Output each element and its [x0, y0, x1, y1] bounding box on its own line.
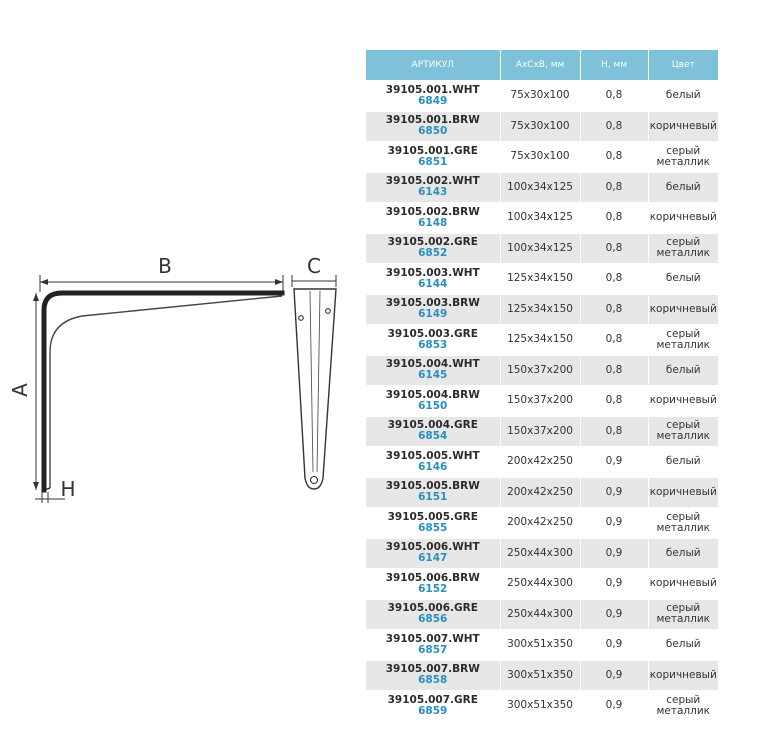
table-row [366, 172, 718, 203]
thickness-cell: 0,8 [580, 172, 648, 203]
thickness-cell: 0,8 [580, 81, 648, 112]
article-number: 39105.004.GRE [387, 419, 478, 432]
article-code: 6853 [418, 338, 448, 351]
article-number: 39105.002.GRE [387, 236, 478, 249]
table-row [366, 325, 718, 356]
thickness-cell: 0,8 [580, 355, 648, 386]
article-code: 6148 [418, 216, 448, 229]
dimensions-cell: 200x42x250 [500, 477, 580, 508]
thickness-cell: 0,9 [580, 477, 648, 508]
article-number: 39105.005.WHT [385, 449, 480, 462]
table-row [366, 416, 718, 447]
table-row [366, 355, 718, 386]
dimension-a-arrow-bottom [33, 482, 39, 490]
article-number: 39105.004.WHT [385, 358, 480, 371]
dimensions-cell: 250x44x300 [500, 569, 580, 600]
article-cell [366, 233, 500, 264]
dimensions-cell: 150x37x200 [500, 355, 580, 386]
article-number: 39105.002.BRW [385, 205, 480, 218]
table-row [366, 660, 718, 691]
dimensions-cell: 75x30x100 [500, 81, 580, 112]
article-code: 6150 [418, 399, 448, 412]
article-cell [366, 416, 500, 447]
dimension-b-arrow-right [275, 279, 283, 285]
article-code: 6854 [418, 430, 448, 443]
article-cell [366, 599, 500, 630]
color-cell: белый [648, 81, 718, 112]
article-cell [366, 508, 500, 539]
thickness-cell: 0,8 [580, 203, 648, 234]
article-cell [366, 660, 500, 691]
article-cell [366, 81, 500, 112]
thickness-cell: 0,8 [580, 111, 648, 142]
thickness-cell: 0,8 [580, 325, 648, 356]
article-number: 39105.007.GRE [387, 693, 478, 706]
table-row [366, 81, 718, 112]
article-code: 6858 [418, 674, 448, 687]
color-cell: коричневый [648, 294, 718, 325]
article-cell [366, 355, 500, 386]
dimensions-cell: 125x34x150 [500, 325, 580, 356]
table-row [366, 538, 718, 569]
color-cell: серый металлик [648, 416, 718, 447]
thickness-cell: 0,9 [580, 569, 648, 600]
thickness-cell: 0,8 [580, 416, 648, 447]
table-header-row [366, 50, 718, 81]
article-code: 6852 [418, 247, 448, 260]
color-cell: серый металлик [648, 508, 718, 539]
thickness-cell: 0,9 [580, 447, 648, 478]
thickness-cell: 0,8 [580, 233, 648, 264]
article-cell [366, 630, 500, 661]
thickness-cell: 0,9 [580, 630, 648, 661]
dimensions-cell: 150x37x200 [500, 416, 580, 447]
dimensions-cell: 100x34x125 [500, 172, 580, 203]
color-cell: коричневый [648, 569, 718, 600]
thickness-cell: 0,9 [580, 538, 648, 569]
article-cell [366, 142, 500, 173]
article-code: 6855 [418, 521, 448, 534]
color-cell: коричневый [648, 477, 718, 508]
dimensions-cell: 125x34x150 [500, 294, 580, 325]
thickness-cell: 0,9 [580, 691, 648, 721]
article-number: 39105.003.GRE [387, 327, 478, 340]
dimension-b-arrow-left [40, 279, 48, 285]
color-cell: белый [648, 538, 718, 569]
color-cell: коричневый [648, 203, 718, 234]
dimensions-cell: 200x42x250 [500, 508, 580, 539]
table-row [366, 569, 718, 600]
color-cell: коричневый [648, 386, 718, 417]
dimensions-cell: 250x44x300 [500, 538, 580, 569]
dimensions-cell: 100x34x125 [500, 203, 580, 234]
color-cell: белый [648, 355, 718, 386]
dimensions-cell: 100x34x125 [500, 233, 580, 264]
table-row [366, 508, 718, 539]
table-row [366, 111, 718, 142]
article-cell [366, 172, 500, 203]
color-cell: белый [648, 630, 718, 661]
table-row [366, 233, 718, 264]
thickness-cell: 0,9 [580, 508, 648, 539]
article-code: 6849 [418, 94, 448, 107]
article-cell [366, 325, 500, 356]
article-number: 39105.003.BRW [385, 297, 480, 310]
article-code: 6147 [418, 552, 448, 565]
dimension-a-arrow-top [33, 293, 39, 301]
article-number: 39105.004.BRW [385, 388, 480, 401]
dimension-h-label: H [60, 477, 76, 501]
article-number: 39105.006.GRE [387, 602, 478, 615]
article-code: 6144 [418, 277, 448, 290]
dimensions-cell: 300x51x350 [500, 691, 580, 721]
article-number: 39105.007.WHT [385, 632, 480, 645]
table-row [366, 599, 718, 630]
article-number: 39105.005.GRE [387, 510, 478, 523]
header-article: АРТИКУЛ [366, 50, 500, 81]
thickness-cell: 0,8 [580, 264, 648, 295]
table-row [366, 447, 718, 478]
color-cell: коричневый [648, 660, 718, 691]
header-thickness: Н, мм [580, 50, 648, 81]
article-code: 6859 [418, 704, 448, 717]
dimensions-cell: 75x30x100 [500, 111, 580, 142]
article-cell [366, 294, 500, 325]
thickness-cell: 0,9 [580, 599, 648, 630]
table-row [366, 386, 718, 417]
table-row [366, 142, 718, 173]
dimensions-cell: 200x42x250 [500, 447, 580, 478]
header-dimensions: АхСхВ, мм [500, 50, 580, 81]
article-code: 6856 [418, 613, 448, 626]
article-code: 6850 [418, 125, 448, 138]
article-cell [366, 447, 500, 478]
table-row [366, 477, 718, 508]
article-code: 6152 [418, 582, 448, 595]
article-code: 6145 [418, 369, 448, 382]
color-cell: серый металлик [648, 325, 718, 356]
bracket-profile-outer [44, 293, 282, 490]
color-cell: серый металлик [648, 142, 718, 173]
article-code: 6151 [418, 491, 448, 504]
thickness-cell: 0,8 [580, 142, 648, 173]
table-body [366, 81, 718, 721]
table-row [366, 630, 718, 661]
dimension-a-label: A [8, 383, 32, 397]
article-number: 39105.001.WHT [385, 83, 480, 96]
article-number: 39105.006.BRW [385, 571, 480, 584]
dimensions-cell: 300x51x350 [500, 630, 580, 661]
color-cell: серый металлик [648, 691, 718, 721]
table-row [366, 691, 718, 721]
dimensions-cell: 250x44x300 [500, 599, 580, 630]
article-code: 6143 [418, 186, 448, 199]
bracket-profile-rib [50, 296, 282, 488]
color-cell: коричневый [648, 111, 718, 142]
article-number: 39105.003.WHT [385, 266, 480, 279]
dimensions-cell: 300x51x350 [500, 660, 580, 691]
thickness-cell: 0,8 [580, 386, 648, 417]
article-number: 39105.007.BRW [385, 663, 480, 676]
color-cell: серый металлик [648, 233, 718, 264]
article-cell [366, 538, 500, 569]
article-cell [366, 264, 500, 295]
spec-table [366, 50, 718, 721]
header-color: Цвет [648, 50, 718, 81]
dimension-c-label: C [307, 254, 321, 278]
article-number: 39105.006.WHT [385, 541, 480, 554]
article-number: 39105.001.BRW [385, 114, 480, 127]
article-number: 39105.002.WHT [385, 175, 480, 188]
article-code: 6857 [418, 643, 448, 656]
article-cell [366, 477, 500, 508]
article-number: 39105.005.BRW [385, 480, 480, 493]
thickness-cell: 0,8 [580, 294, 648, 325]
article-cell [366, 569, 500, 600]
article-cell [366, 203, 500, 234]
bracket-drawing [0, 0, 360, 751]
dimensions-cell: 125x34x150 [500, 264, 580, 295]
color-cell: белый [648, 264, 718, 295]
article-cell [366, 691, 500, 721]
article-cell [366, 386, 500, 417]
table-row [366, 264, 718, 295]
article-code: 6149 [418, 308, 448, 321]
article-code: 6851 [418, 155, 448, 168]
table-row [366, 203, 718, 234]
color-cell: белый [648, 172, 718, 203]
article-code: 6146 [418, 460, 448, 473]
thickness-cell: 0,9 [580, 660, 648, 691]
dimension-b-label: B [158, 254, 172, 278]
bracket-front-view [294, 289, 336, 489]
color-cell: белый [648, 447, 718, 478]
table-row [366, 294, 718, 325]
dimensions-cell: 75x30x100 [500, 142, 580, 173]
dimensions-cell: 150x37x200 [500, 386, 580, 417]
article-number: 39105.001.GRE [387, 144, 478, 157]
article-cell [366, 111, 500, 142]
color-cell: серый металлик [648, 599, 718, 630]
bracket-drawing-svg [0, 0, 360, 751]
